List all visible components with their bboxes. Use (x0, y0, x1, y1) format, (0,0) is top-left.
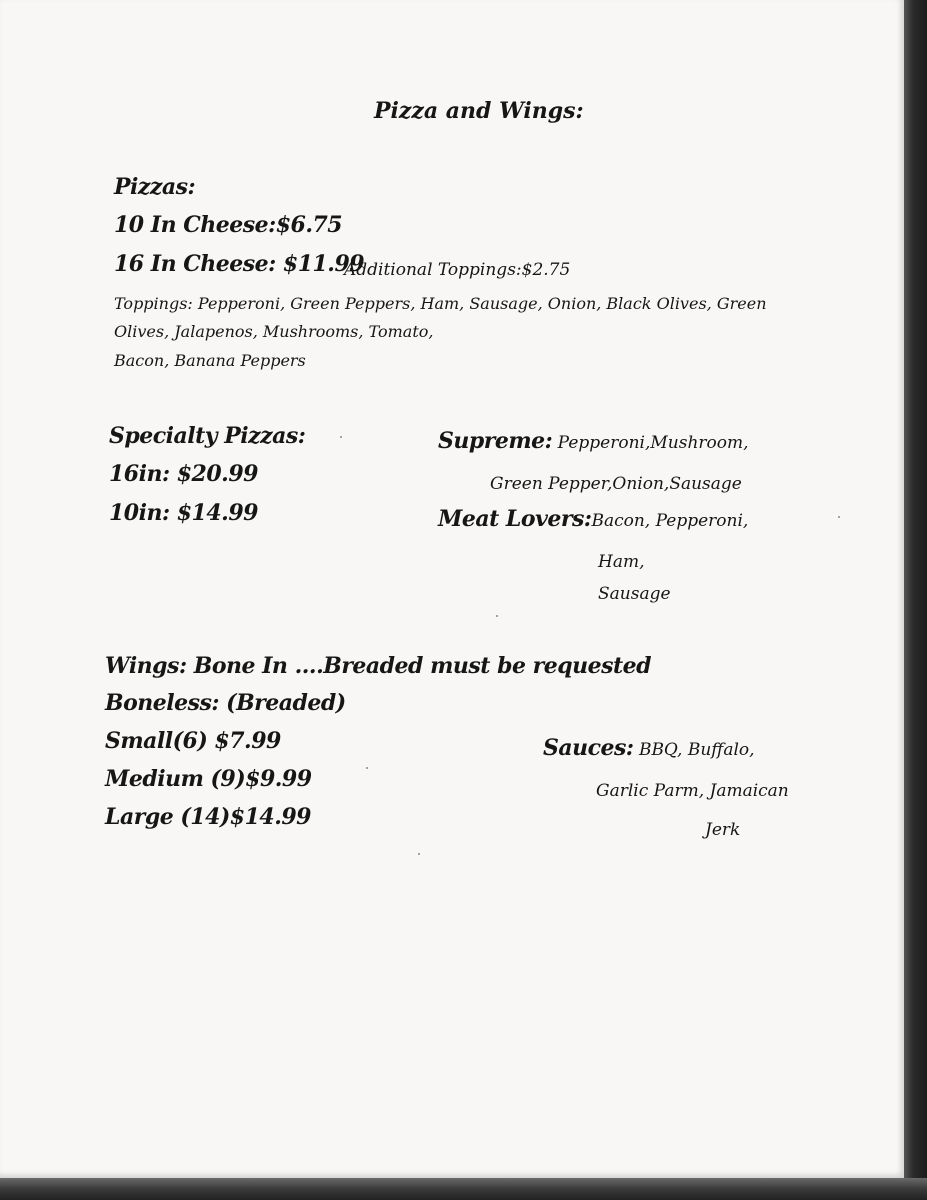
cheese-10-price: 10 In Cheese:$6.75 (114, 212, 343, 238)
sauces-label: Sauces: (543, 735, 634, 761)
supreme-toppings-1: Pepperoni,Mushroom, (552, 433, 749, 453)
specialty-10in-price: 10in: $14.99 (109, 500, 258, 526)
meat-lovers-toppings-1: Bacon, Pepperoni, (591, 511, 749, 531)
meat-lovers-toppings-2: Ham, (598, 552, 645, 572)
scanner-edge-right (904, 0, 927, 1200)
scanner-edge-bottom (0, 1178, 927, 1200)
sauces-line (543, 737, 755, 759)
toppings-line-2: Olives, Jalapenos, Mushrooms, Tomato, (114, 322, 434, 341)
additional-toppings-price: Additional Toppings:$2.75 (344, 260, 571, 280)
supreme-toppings-2: Green Pepper,Onion,Sausage (490, 474, 742, 494)
sauces-list-2: Garlic Parm, Jamaican (596, 781, 789, 801)
wings-large-price: Large (14)$14.99 (105, 804, 311, 830)
specialty-16in-price: 16in: $20.99 (109, 461, 258, 487)
sauces-list-3: Jerk (705, 820, 741, 840)
wings-small-price: Small(6) $7.99 (105, 728, 281, 754)
scan-speck (340, 436, 342, 438)
toppings-line-3: Bacon, Banana Peppers (114, 351, 306, 370)
supreme-line (438, 430, 749, 452)
meat-lovers-line (438, 508, 748, 530)
meat-lovers-label: Meat Lovers: (438, 506, 592, 532)
toppings-line-1: Toppings: Pepperoni, Green Peppers, Ham, Sausage, Onion, Black Olives, Green (114, 294, 767, 313)
scan-speck (838, 516, 840, 518)
menu-title: Pizza and Wings: (374, 98, 584, 124)
scan-speck (496, 615, 498, 617)
specialty-pizzas-heading: Specialty Pizzas: (109, 423, 306, 449)
supreme-label: Supreme: (438, 428, 553, 454)
scan-speck (418, 853, 420, 855)
meat-lovers-toppings-3: Sausage (598, 584, 671, 604)
cheese-16-price: 16 In Cheese: $11.99 (114, 251, 365, 277)
wings-heading: Wings: Bone In ....Breaded must be requested (105, 653, 651, 679)
sauces-list-1: BBQ, Buffalo, (633, 740, 755, 760)
boneless-label: Boneless: (Breaded) (105, 690, 346, 716)
pizzas-heading: Pizzas: (114, 174, 196, 200)
scan-speck (366, 767, 368, 769)
wings-medium-price: Medium (9)$9.99 (105, 766, 312, 792)
